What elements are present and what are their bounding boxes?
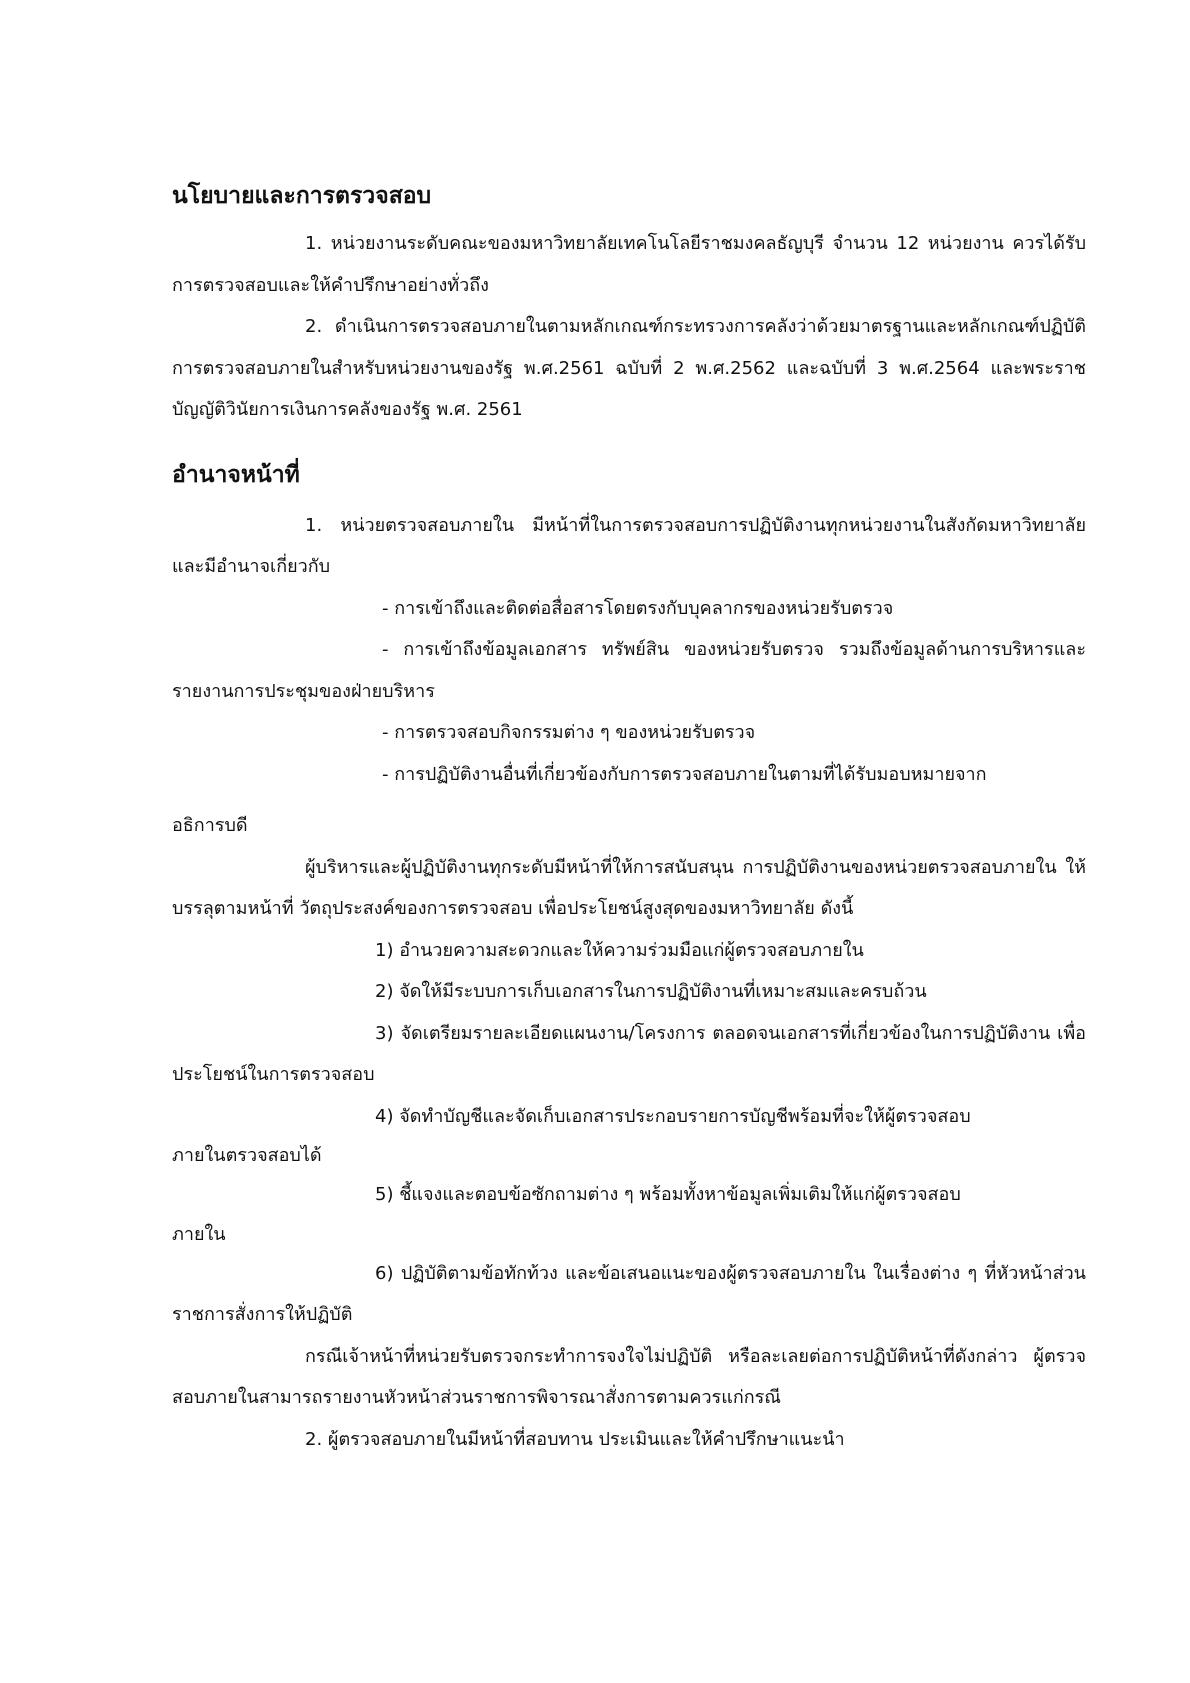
policy-heading: นโยบายและการตรวจสอบ <box>172 183 432 209</box>
policy-item-1: 1. หน่วยงานระดับคณะของมหาวิทยาลัยเทคโนโลยีราชมงคลธัญบุรี จำนวน 12 หน่วยงาน ควรได้รับการตรวจสอบและให้คำปรึกษาอย่างทั่วถึง <box>172 233 1086 296</box>
support-item-4: 4) จัดทำบัญชีและจัดเก็บเอกสารประกอบรายการบัญชีพร้อมที่จะให้ผู้ตรวจสอบ <box>375 1105 971 1127</box>
support-item-1: 1) อำนวยความสะดวกและให้ความร่วมมือแก่ผู้ตรวจสอบภายใน <box>375 939 864 961</box>
noncompliance-paragraph: กรณีเจ้าหน้าที่หน่วยรับตรวจกระทำการจงใจไม่ปฏิบัติ หรือละเลยต่อการปฏิบัติหน้าที่ดังกล่าว ผู้ตรวจสอบภายในสามารถรายงานหัวหน้าส่วนราชการพิจารณาสั่งการตามควรแก่กรณี <box>172 1345 1086 1408</box>
duties-bullet-4: - การปฏิบัติงานอื่นที่เกี่ยวข้องกับการตรวจสอบภายในตามที่ได้รับมอบหมายจาก <box>382 763 987 785</box>
support-intro: ผู้บริหารและผู้ปฏิบัติงานทุกระดับมีหน้าที่ให้การสนับสนุน การปฏิบัติงานของหน่วยตรวจสอบภายใน ให้บรรลุตามหน้าที่ วัตถุประสงค์ของการตรวจสอบ เพื่อประโยชน์สูงสุดของมหาวิทยาลัย ดังนี้ <box>172 856 1086 919</box>
support-item-3: 3) จัดเตรียมรายละเอียดแผนงาน/โครงการ ตลอดจนเอกสารที่เกี่ยวข้องในการปฏิบัติงาน เพื่อประโยชน์ในการตรวจสอบ <box>172 1022 1086 1085</box>
duties-bullet-1: - การเข้าถึงและติดต่อสื่อสารโดยตรงกับบุคลากรของหน่วยรับตรวจ <box>382 597 894 619</box>
support-item-4-tail: ภายในตรวจสอบได้ <box>172 1145 322 1166</box>
support-item-2: 2) จัดให้มีระบบการเก็บเอกสารในการปฏิบัติงานที่เหมาะสมและครบถ้วน <box>375 981 927 1002</box>
support-item-5: 5) ชี้แจงและตอบข้อซักถามต่าง ๆ พร้อมทั้งหาข้อมูลเพิ่มเติมให้แก่ผู้ตรวจสอบ <box>375 1184 961 1205</box>
policy-item-2: 2. ดำเนินการตรวจสอบภายในตามหลักเกณฑ์กระทรวงการคลังว่าด้วยมาตรฐานและหลักเกณฑ์ปฏิบัติการตรวจสอบภายในสำหรับหน่วยงานของรัฐ พ.ศ.2561 ฉบับที่ 2 พ.ศ.2562 และฉบับที่ 3 พ.ศ.2564 และพระราชบัญญัติวินัยการเงินการคลังของรัฐ พ.ศ. 2561 <box>172 316 1086 420</box>
duties-item-2: 2. ผู้ตรวจสอบภายในมีหน้าที่สอบทาน ประเมินและให้คำปรึกษาแนะนำ <box>305 1428 845 1450</box>
duties-bullet-3: - การตรวจสอบกิจกรรมต่าง ๆ ของหน่วยรับตรวจ <box>382 722 756 743</box>
duties-bullet-2: - การเข้าถึงข้อมูลเอกสาร ทรัพย์สิน ของหน่วยรับตรวจ รวมถึงข้อมูลด้านการบริหารและรายงานการประชุมของฝ่ายบริหาร <box>172 639 1086 702</box>
duties-heading: อำนาจหน้าที่ <box>172 461 300 488</box>
document-page <box>172 176 1086 1460</box>
duties-intro: 1. หน่วยตรวจสอบภายใน มีหน้าที่ในการตรวจสอบการปฏิบัติงานทุกหน่วยงานในสังกัดมหาวิทยาลัยและมีอำนาจเกี่ยวกับ <box>172 514 1086 577</box>
duties-bullet-4-tail: อธิการบดี <box>172 815 248 836</box>
support-item-6: 6) ปฏิบัติตามข้อทักท้วง และข้อเสนอแนะของผู้ตรวจสอบภายใน ในเรื่องต่าง ๆ ที่หัวหน้าส่วนราชการสั่งการให้ปฏิบัติ <box>172 1262 1086 1325</box>
support-item-5-tail: ภายใน <box>172 1223 226 1245</box>
